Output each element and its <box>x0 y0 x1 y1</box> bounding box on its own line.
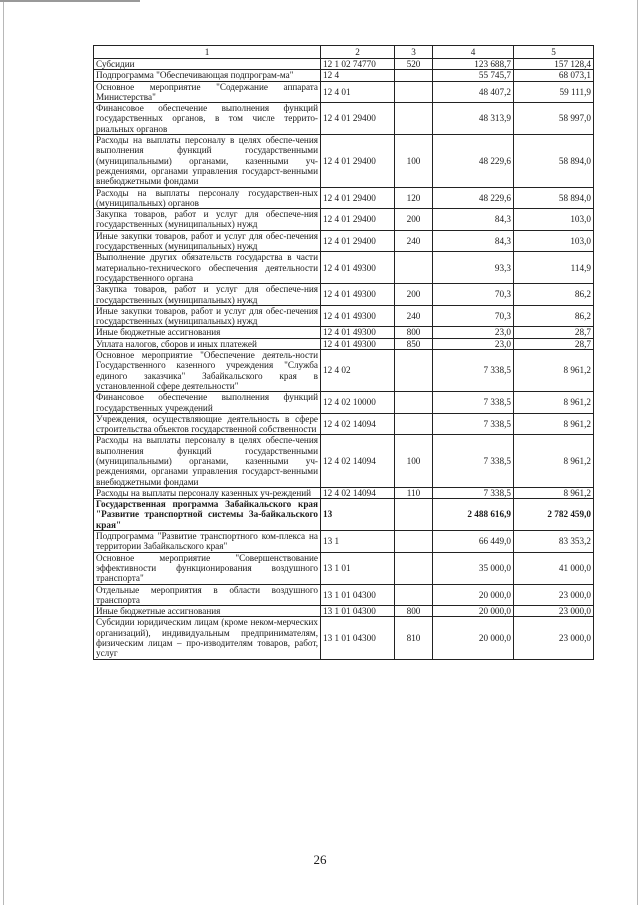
row-name: Учреждения, осуществляющие деятельность в сфере строительства объектов государственной собственности <box>94 413 321 435</box>
table-row <box>94 284 594 306</box>
row-amount-year-1: 48 229,6 <box>433 187 514 209</box>
row-name: Субсидии юридическим лицам (кроме неком-мерческих организаций), индивидуальным предпринимателям, физическим лицам – про-изводителям товаров, работ, услуг <box>94 617 321 659</box>
row-name: Подпрограмма "Обеспечивающая подпрограм-ма" <box>94 70 321 81</box>
row-name: Расходы на выплаты персоналу казенных уч-реждений <box>94 487 321 498</box>
row-expense-type <box>395 531 433 553</box>
row-amount-year-2: 83 353,2 <box>514 531 594 553</box>
header-col-3: 3 <box>395 46 433 59</box>
row-target-code: 12 4 01 29400 <box>321 209 395 231</box>
row-target-code: 12 4 02 14094 <box>321 435 395 487</box>
row-name: Иные бюджетные ассигнования <box>94 327 321 338</box>
row-amount-year-1: 35 000,0 <box>433 552 514 584</box>
row-name: Основное мероприятие "Совершенствование эффективности функционирования воздушного транспорта" <box>94 552 321 584</box>
row-amount-year-2: 41 000,0 <box>514 552 594 584</box>
row-target-code: 13 1 01 04300 <box>321 617 395 659</box>
table-row <box>94 135 594 187</box>
row-target-code: 12 4 02 14094 <box>321 413 395 435</box>
row-amount-year-1: 7 338,5 <box>433 392 514 414</box>
row-target-code: 13 1 <box>321 531 395 553</box>
row-name: Иные закупки товаров, работ и услуг для обес-печения государственных (муниципальных) нужд <box>94 230 321 252</box>
row-expense-type: 850 <box>395 338 433 349</box>
row-name: Отдельные мероприятия в области воздушного транспорта <box>94 584 321 606</box>
row-amount-year-2: 103,0 <box>514 209 594 231</box>
row-amount-year-2: 28,7 <box>514 338 594 349</box>
table-row <box>94 327 594 338</box>
table-row <box>94 252 594 284</box>
row-name: Финансовое обеспечение выполнения функций государственных учреждений <box>94 392 321 414</box>
header-col-5: 5 <box>514 46 594 59</box>
scan-edge-right <box>637 0 638 905</box>
row-expense-type: 800 <box>395 606 433 617</box>
row-amount-year-2: 8 961,2 <box>514 392 594 414</box>
scan-top-mark <box>0 0 140 2</box>
row-amount-year-2: 23 000,0 <box>514 617 594 659</box>
row-name: Иные бюджетные ассигнования <box>94 606 321 617</box>
row-amount-year-2: 23 000,0 <box>514 584 594 606</box>
row-expense-type <box>395 252 433 284</box>
table-header-row <box>94 46 594 59</box>
table-row <box>94 305 594 327</box>
row-amount-year-1: 84,3 <box>433 209 514 231</box>
row-expense-type: 110 <box>395 487 433 498</box>
row-amount-year-1: 2 488 616,9 <box>433 499 514 531</box>
row-expense-type: 810 <box>395 617 433 659</box>
row-amount-year-2: 58 997,0 <box>514 103 594 135</box>
row-amount-year-2: 23 000,0 <box>514 606 594 617</box>
row-amount-year-2: 58 894,0 <box>514 187 594 209</box>
row-target-code: 12 4 01 29400 <box>321 135 395 187</box>
row-name: Подпрограмма "Развитие транспортного ком-плекса на территории Забайкальского края" <box>94 531 321 553</box>
row-amount-year-1: 48 229,6 <box>433 135 514 187</box>
row-amount-year-1: 55 745,7 <box>433 70 514 81</box>
header-col-4: 4 <box>433 46 514 59</box>
row-amount-year-1: 48 313,9 <box>433 103 514 135</box>
row-target-code: 12 4 02 <box>321 350 395 392</box>
row-amount-year-2: 157 128,4 <box>514 59 594 70</box>
row-target-code: 12 4 02 14094 <box>321 487 395 498</box>
row-target-code: 12 4 01 49300 <box>321 305 395 327</box>
row-target-code: 12 4 02 10000 <box>321 392 395 414</box>
table-row <box>94 81 594 103</box>
row-expense-type: 200 <box>395 284 433 306</box>
row-amount-year-2: 86,2 <box>514 284 594 306</box>
table-row <box>94 103 594 135</box>
row-expense-type <box>395 70 433 81</box>
row-target-code: 13 1 01 <box>321 552 395 584</box>
row-target-code: 12 4 01 49300 <box>321 252 395 284</box>
row-name: Основное мероприятие "Содержание аппарата Министерства" <box>94 81 321 103</box>
row-expense-type <box>395 81 433 103</box>
row-expense-type <box>395 103 433 135</box>
row-expense-type <box>395 499 433 531</box>
table-row <box>94 187 594 209</box>
row-target-code: 12 1 02 74770 <box>321 59 395 70</box>
table-row <box>94 617 594 659</box>
row-target-code: 12 4 01 29400 <box>321 103 395 135</box>
row-amount-year-1: 70,3 <box>433 284 514 306</box>
row-name: Иные закупки товаров, работ и услуг для обес-печения государственных (муниципальных) нужд <box>94 305 321 327</box>
row-amount-year-1: 7 338,5 <box>433 350 514 392</box>
header-col-1: 1 <box>94 46 321 59</box>
table-row <box>94 350 594 392</box>
row-expense-type <box>395 552 433 584</box>
budget-table <box>93 45 594 660</box>
row-expense-type: 240 <box>395 305 433 327</box>
row-name: Финансовое обеспечение выполнения функций государственных органов, в том числе террито-риальных органов <box>94 103 321 135</box>
table-row <box>94 230 594 252</box>
table-row <box>94 584 594 606</box>
row-target-code: 12 4 01 49300 <box>321 284 395 306</box>
row-amount-year-2: 2 782 459,0 <box>514 499 594 531</box>
row-name: Расходы на выплаты персоналу государствен-ных (муниципальных) органов <box>94 187 321 209</box>
row-name: Субсидии <box>94 59 321 70</box>
row-amount-year-2: 68 073,1 <box>514 70 594 81</box>
row-expense-type <box>395 392 433 414</box>
row-target-code: 12 4 <box>321 70 395 81</box>
header-col-2: 2 <box>321 46 395 59</box>
table-row <box>94 338 594 349</box>
row-amount-year-1: 20 000,0 <box>433 584 514 606</box>
row-expense-type <box>395 584 433 606</box>
table-row <box>94 552 594 584</box>
table-row <box>94 487 594 498</box>
row-name: Закупка товаров, работ и услуг для обеспече-ния государственных (муниципальных) нужд <box>94 284 321 306</box>
row-amount-year-1: 7 338,5 <box>433 435 514 487</box>
row-name: Расходы на выплаты персоналу в целях обеспе-чения выполнения функций государственными (муниципальными) органами, казенными уч-реждениями, органами управления государст-венными внебюджетными фондами <box>94 435 321 487</box>
row-target-code: 13 <box>321 499 395 531</box>
row-expense-type <box>395 413 433 435</box>
row-expense-type: 100 <box>395 435 433 487</box>
row-amount-year-2: 59 111,9 <box>514 81 594 103</box>
row-amount-year-1: 66 449,0 <box>433 531 514 553</box>
row-amount-year-1: 20 000,0 <box>433 606 514 617</box>
row-amount-year-2: 8 961,2 <box>514 487 594 498</box>
row-name: Основное мероприятие "Обеспечение деятель-ности Государственного казенного учреждения "Служба единого заказчика" Забайкальского края в установленной сфере деятельности" <box>94 350 321 392</box>
table-row <box>94 209 594 231</box>
row-amount-year-1: 7 338,5 <box>433 487 514 498</box>
row-amount-year-1: 20 000,0 <box>433 617 514 659</box>
row-amount-year-1: 84,3 <box>433 230 514 252</box>
row-name: Государственная программа Забайкальского края "Развитие транспортной системы За-байкальского края" <box>94 499 321 531</box>
row-amount-year-1: 48 407,2 <box>433 81 514 103</box>
row-expense-type: 520 <box>395 59 433 70</box>
row-expense-type <box>395 350 433 392</box>
scan-edge-left <box>3 0 4 905</box>
row-amount-year-2: 114,9 <box>514 252 594 284</box>
row-amount-year-2: 103,0 <box>514 230 594 252</box>
row-name: Уплата налогов, сборов и иных платежей <box>94 338 321 349</box>
table-row <box>94 59 594 70</box>
row-expense-type: 100 <box>395 135 433 187</box>
row-amount-year-2: 86,2 <box>514 305 594 327</box>
row-expense-type: 800 <box>395 327 433 338</box>
row-amount-year-1: 123 688,7 <box>433 59 514 70</box>
row-expense-type: 200 <box>395 209 433 231</box>
row-target-code: 12 4 01 49300 <box>321 327 395 338</box>
row-amount-year-1: 93,3 <box>433 252 514 284</box>
row-name: Расходы на выплаты персоналу в целях обеспе-чения выполнения функций государственными (муниципальными) органами, казенными уч-реждениями, органами управления государст-венными внебюджетными фондами <box>94 135 321 187</box>
row-expense-type: 240 <box>395 230 433 252</box>
table-row <box>94 499 594 531</box>
table-row <box>94 70 594 81</box>
row-amount-year-1: 23,0 <box>433 338 514 349</box>
row-target-code: 12 4 01 29400 <box>321 230 395 252</box>
row-target-code: 13 1 01 04300 <box>321 606 395 617</box>
row-name: Выполнение других обязательств государства в части материально-технического обеспечения деятельности государственного органа <box>94 252 321 284</box>
row-amount-year-2: 8 961,2 <box>514 435 594 487</box>
row-amount-year-2: 8 961,2 <box>514 350 594 392</box>
row-target-code: 12 4 01 <box>321 81 395 103</box>
table-row <box>94 392 594 414</box>
row-amount-year-1: 70,3 <box>433 305 514 327</box>
row-target-code: 13 1 01 04300 <box>321 584 395 606</box>
table-row <box>94 606 594 617</box>
row-amount-year-1: 7 338,5 <box>433 413 514 435</box>
row-amount-year-2: 28,7 <box>514 327 594 338</box>
table-row <box>94 531 594 553</box>
row-expense-type: 120 <box>395 187 433 209</box>
row-name: Закупка товаров, работ и услуг для обеспече-ния государственных (муниципальных) нужд <box>94 209 321 231</box>
table-row <box>94 413 594 435</box>
row-amount-year-2: 8 961,2 <box>514 413 594 435</box>
row-amount-year-1: 23,0 <box>433 327 514 338</box>
page-number: 26 <box>313 852 327 867</box>
table-row <box>94 435 594 487</box>
row-amount-year-2: 58 894,0 <box>514 135 594 187</box>
row-target-code: 12 4 01 29400 <box>321 187 395 209</box>
row-target-code: 12 4 01 49300 <box>321 338 395 349</box>
